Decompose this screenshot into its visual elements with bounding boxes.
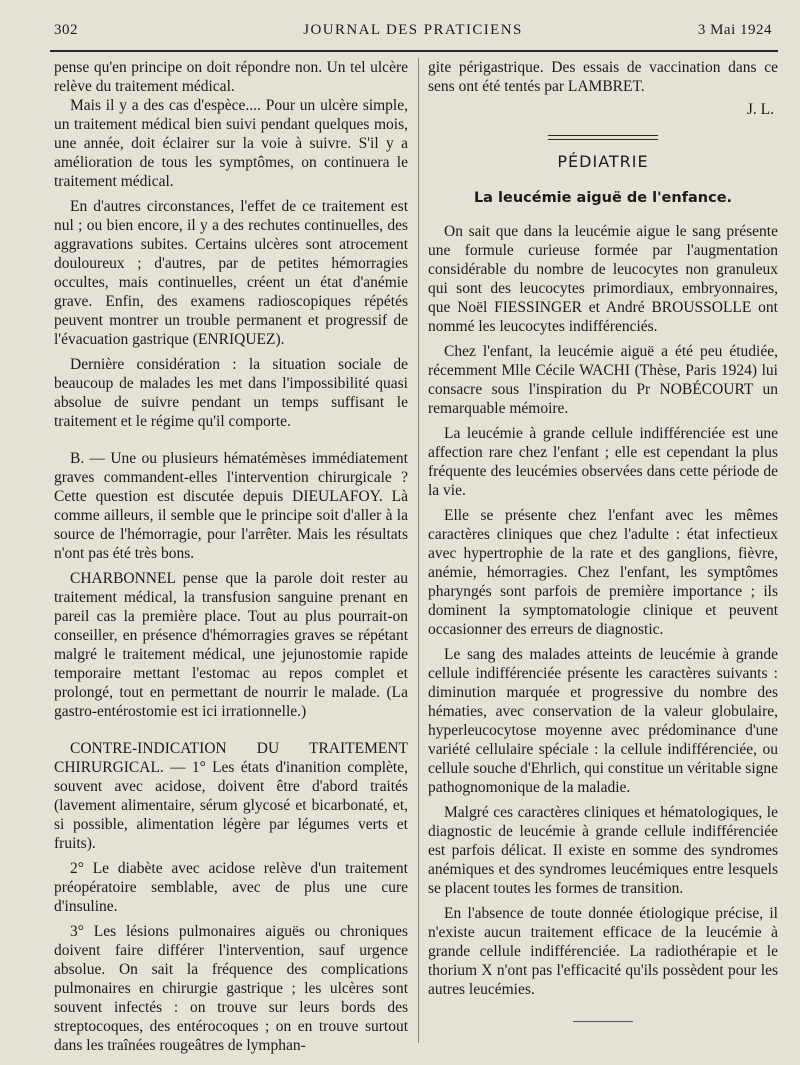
page-header [54,22,772,46]
author-signature: J. L. [746,101,774,118]
paragraph: Chez l'enfant, la leucémie aiguë a été peu étudiée, récemment Mlle Cécile WACHI (Thèse, Paris 1924) lui consacre sous l'inspiration du Pr NOBÉCOURT un remarquable mémoire. [428,343,778,417]
right-column [428,58,778,1055]
header-rule [50,50,778,52]
end-rule [573,1021,633,1022]
paragraph: On sait que dans la leucémie aigue le sang présente une formule curieuse formée par l'augmentation considérable du nombre de leucocytes non granuleux qui sont des leucocytes primordiaux, embryonnaires, que Noël FIESSINGER et André BROUSSOLLE ont nommé les leucocytes indifférenciés. [428,223,778,335]
paragraph: En l'absence de toute donnée étiologique précise, il n'existe aucun traitement efficace de la leucémie à grande cellule indifférenciée. La radiothérapie et le thorium X n'ont pas l'efficacité qu'ils possèdent pour les autres leucémies. [428,905,778,998]
page-number: 302 [54,22,78,38]
paragraph: CHARBONNEL pense que la parole doit rester au traitement médical, la transfusion sanguine prenant en pareil cas la première place. Tout au plus pourrait-on conseiller, en présence d'hémorragies graves se répétant malgré le traitement médical, une jejunostomie rapide temporaire mettant l'estomac au repos complet et prolongé, tout en permettant de nourrir le malade. (La gastro-entérostomie est ici irrationnelle.) [54,570,408,720]
paragraph: Dernière considération : la situation sociale de beaucoup de malades les met dans l'impossibilité quasi absolue de suivre pendant un temps suffisant le traitement et le régime qu'il comporte. [54,356,408,430]
left-column [54,58,408,1055]
paragraph: Elle se présente chez l'enfant avec les mêmes caractères cliniques que chez l'adulte : état infectieux avec hypertrophie de la rate et des ganglions, fièvre, anémie, hémorragies. Chez l'enfant, les symptômes pharyngés sont parfois de première importance ; ils dominent la symptomatologie clinique et peuvent occasionner des erreurs de diagnostic. [428,507,778,638]
section-rule [548,135,658,140]
section-title: PÉDIATRIE [557,152,649,171]
paragraph: La leucémie à grande cellule indifférenciée est une affection rare chez l'enfant ; elle est cependant la plus fréquente des leucémies observées dans cette période de la vie. [428,425,778,499]
paragraph: Le sang des malades atteints de leucémie à grande cellule indifférenciée présente les caractères suivants : diminution marquée et progressive du nombre des hématies, avec conservation de la valeur globulaire, hyperleucocytose moyenne avec prédominance d'une variété cellulaire spéciale : la cellule indifférenciée, ou cellule souche d'Ehrlich, qui constitue un véritable signe pathognomonique de la maladie. [428,646,778,796]
paragraph: 2° Le diabète avec acidose relève d'un traitement préopératoire semblable, avec de plus une cure d'insuline. [54,860,408,915]
paragraph: En d'autres circonstances, l'effet de ce traitement est nul ; ou bien encore, il y a des rechutes continuelles, des aggravations subites. Certains ulcères sont atrocement douloureux ; d'autres, par de petites hémorragies occultes, mais continuelles, créent un état d'anémie grave. Enfin, des examens radioscopiques répétés peuvent montrer un trouble permanent et progressif de l'évacuation gastrique (ENRIQUEZ). [54,198,408,348]
article-title: La leucémie aiguë de l'enfance. [473,190,733,206]
paragraph: Malgré ces caractères cliniques et hématologiques, le diagnostic de leucémie à grande cellule indifférenciée est parfois délicat. Il existe en somme des syndromes anémiques et des syndromes leucémiques entre lesquels se placent toutes les formes de transition. [428,804,778,897]
issue-date: 3 Mai 1924 [697,22,772,38]
journal-title: JOURNAL DES PRATICIENS [303,22,523,38]
paragraph: B. — Une ou plusieurs hématémèses immédiatement graves commandent-elles l'intervention chirurgicale ? Cette question est discutée depuis DIEULAFOY. Là comme ailleurs, il semble que le principe soit d'aller à la source de l'hémorragie, pour l'arrêter. Mais les résultats n'ont pas été très bons. [54,450,408,562]
paragraph: Mais il y a des cas d'espèce.... Pour un ulcère simple, un traitement médical bien suivi pendant quelques mois, une année, doit éclairer sur la voie à suivre. S'il y a amélioration de tous les symptômes, on continuera le traitement médical. [54,97,408,190]
paragraph: CONTRE-INDICATION DU TRAITEMENT CHIRURGICAL. — 1° Les états d'inanition complète, souvent avec acidose, doivent être d'abord traités (lavement alimentaire, sérum glycosé et bicarbonaté, et, si possible, alimentation légère par légumes verts et fruits). [54,740,408,852]
column-divider [418,58,419,1043]
paragraph: pense qu'en principe on doit répondre non. Un tel ulcère relève du traitement médical. [54,59,408,95]
paragraph: gite périgastrique. Des essais de vaccination dans ce sens ont été tentés par LAMBRET. [428,59,778,95]
paragraph: 3° Les lésions pulmonaires aiguës ou chroniques doivent faire différer l'intervention, sauf urgence absolue. On sait la fréquence des complications pulmonaires en chirurgie gastrique ; les ulcères sont souvent infectés : on trouve sur leurs bords des streptocoques, des entérocoques ; on en trouve surtout dans les traînées rougeâtres de lymphan- [54,923,408,1054]
